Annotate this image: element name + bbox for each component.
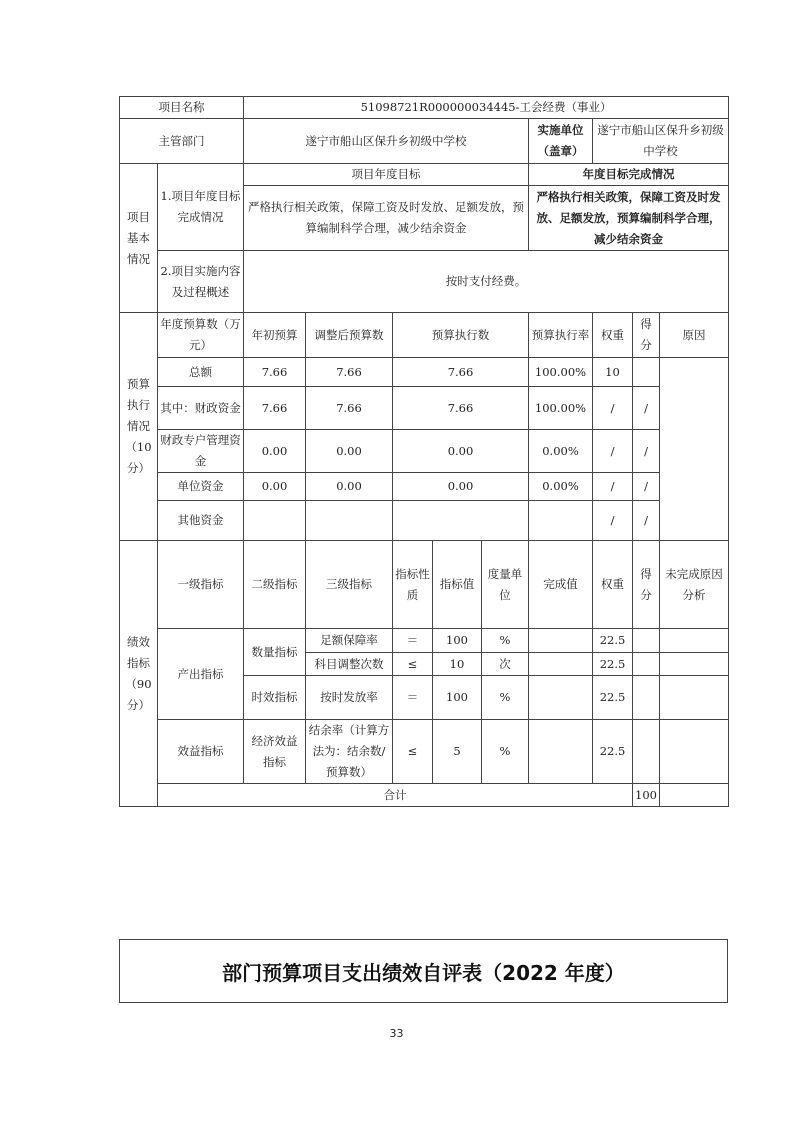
perf-reason bbox=[660, 629, 729, 653]
budget-reason-cell bbox=[660, 358, 729, 541]
budget-row-rate bbox=[529, 501, 593, 541]
budget-row bbox=[120, 501, 729, 541]
perf-unit: % bbox=[482, 720, 529, 784]
budget-row-executed: 7.66 bbox=[393, 387, 529, 430]
budget-header-initial: 年初预算 bbox=[244, 313, 306, 358]
budget-header-row bbox=[120, 313, 729, 358]
budget-row-executed: 7.66 bbox=[393, 358, 529, 387]
budget-row-name: 其中：财政资金 bbox=[158, 387, 244, 430]
budget-row-rate: 0.00% bbox=[529, 430, 593, 473]
budget-row-initial: 0.00 bbox=[244, 430, 306, 473]
department-row bbox=[120, 119, 729, 164]
budget-row-executed bbox=[393, 501, 529, 541]
performance-row bbox=[120, 720, 729, 784]
budget-row-initial: 0.00 bbox=[244, 473, 306, 501]
budget-header-score: 得分 bbox=[633, 313, 660, 358]
budget-row bbox=[120, 473, 729, 501]
budget-header-weight: 权重 bbox=[593, 313, 633, 358]
budget-header-executed: 预算执行数 bbox=[393, 313, 529, 358]
budget-row-adjusted: 7.66 bbox=[306, 358, 393, 387]
budget-row bbox=[120, 387, 729, 430]
page-number: 33 bbox=[389, 1027, 404, 1040]
budget-header-annual: 年度预算数（万元） bbox=[158, 313, 244, 358]
process-text: 按时支付经费。 bbox=[244, 251, 729, 313]
budget-row-rate: 100.00% bbox=[529, 387, 593, 430]
perf-level3: 科目调整次数 bbox=[306, 653, 393, 676]
budget-row-score: / bbox=[633, 430, 660, 473]
perf-level1-benefit: 效益指标 bbox=[158, 720, 244, 784]
perf-level3: 按时发放率 bbox=[306, 676, 393, 720]
budget-row-name: 单位资金 bbox=[158, 473, 244, 501]
perf-nature: ≤ bbox=[393, 653, 433, 676]
budget-section-label: 预算执行情况（10分） bbox=[120, 313, 158, 541]
perf-nature: ＝ bbox=[393, 629, 433, 653]
budget-row-executed: 0.00 bbox=[393, 430, 529, 473]
perf-weight: 22.5 bbox=[593, 653, 633, 676]
process-row bbox=[120, 251, 729, 313]
budget-header-rate: 预算执行率 bbox=[529, 313, 593, 358]
perf-header-level2: 二级指标 bbox=[244, 541, 306, 629]
perf-header-nature: 指标性质 bbox=[393, 541, 433, 629]
completion-text: 严格执行相关政策，保障工资及时发放、足额发放，预算编制科学合理，减少结余资金 bbox=[529, 186, 729, 251]
budget-row-adjusted: 0.00 bbox=[306, 430, 393, 473]
perf-reason bbox=[660, 720, 729, 784]
budget-row-name: 总额 bbox=[158, 358, 244, 387]
perf-header-reason: 未完成原因分析 bbox=[660, 541, 729, 629]
budget-row-adjusted: 0.00 bbox=[306, 473, 393, 501]
budget-row-executed: 0.00 bbox=[393, 473, 529, 501]
completion-column-header: 年度目标完成情况 bbox=[529, 164, 729, 186]
perf-score bbox=[633, 676, 660, 720]
perf-unit: % bbox=[482, 629, 529, 653]
perf-unit: % bbox=[482, 676, 529, 720]
perf-level1-output: 产出指标 bbox=[158, 629, 244, 720]
department-label: 主管部门 bbox=[120, 119, 244, 164]
performance-evaluation-table bbox=[119, 96, 729, 807]
budget-row-name: 其他资金 bbox=[158, 501, 244, 541]
perf-reason bbox=[660, 653, 729, 676]
budget-row-score: / bbox=[633, 501, 660, 541]
total-score bbox=[660, 784, 729, 807]
implementing-unit-value: 遂宁市船山区保升乡初级中学校 bbox=[593, 119, 729, 164]
performance-row bbox=[120, 629, 729, 653]
budget-row-adjusted: 7.66 bbox=[306, 387, 393, 430]
budget-row-weight: / bbox=[593, 473, 633, 501]
budget-row-score: / bbox=[633, 387, 660, 430]
process-label: 2.项目实施内容及过程概述 bbox=[158, 251, 244, 313]
goal-column-header: 项目年度目标 bbox=[244, 164, 529, 186]
next-table-title-box bbox=[119, 939, 728, 1003]
budget-row-initial: 7.66 bbox=[244, 358, 306, 387]
goal-label: 1.项目年度目标完成情况 bbox=[158, 164, 244, 251]
perf-header-weight: 权重 bbox=[593, 541, 633, 629]
perf-completed bbox=[529, 720, 593, 784]
perf-unit: 次 bbox=[482, 653, 529, 676]
budget-row-adjusted bbox=[306, 501, 393, 541]
budget-row-name: 财政专户管理资金 bbox=[158, 430, 244, 473]
budget-row-initial: 7.66 bbox=[244, 387, 306, 430]
implementing-unit-label: 实施单位（盖章） bbox=[529, 119, 593, 164]
budget-row-rate: 0.00% bbox=[529, 473, 593, 501]
budget-row bbox=[120, 430, 729, 473]
department-value: 遂宁市船山区保升乡初级中学校 bbox=[244, 119, 529, 164]
budget-row-score: / bbox=[633, 473, 660, 501]
budget-header-adjusted: 调整后预算数 bbox=[306, 313, 393, 358]
budget-header-reason: 原因 bbox=[660, 313, 729, 358]
budget-row-weight: / bbox=[593, 430, 633, 473]
perf-level2-timeliness: 时效指标 bbox=[244, 676, 306, 720]
perf-value: 100 bbox=[433, 676, 482, 720]
perf-nature: ＝ bbox=[393, 676, 433, 720]
goal-header-row bbox=[120, 164, 729, 186]
basic-info-section-label: 项目基本情况 bbox=[120, 164, 158, 313]
budget-row-initial bbox=[244, 501, 306, 541]
budget-row-score bbox=[633, 358, 660, 387]
next-table-title: 部门预算项目支出绩效自评表（2022 年度） bbox=[222, 960, 625, 985]
perf-header-unit: 度量单位 bbox=[482, 541, 529, 629]
perf-level2-quantity: 数量指标 bbox=[244, 629, 306, 676]
perf-header-completed: 完成值 bbox=[529, 541, 593, 629]
perf-header-value: 指标值 bbox=[433, 541, 482, 629]
performance-section-label: 绩效指标（90分） bbox=[120, 541, 158, 807]
perf-level3: 足额保障率 bbox=[306, 629, 393, 653]
perf-nature: ≤ bbox=[393, 720, 433, 784]
project-name-value: 51098721R000000034445-工会经费（事业） bbox=[244, 97, 729, 119]
goal-text: 严格执行相关政策，保障工资及时发放、足额发放，预算编制科学合理，减少结余资金 bbox=[244, 186, 529, 251]
perf-completed bbox=[529, 629, 593, 653]
perf-level2-economic: 经济效益指标 bbox=[244, 720, 306, 784]
perf-header-level3: 三级指标 bbox=[306, 541, 393, 629]
perf-level3: 结余率（计算方法为：结余数/预算数） bbox=[306, 720, 393, 784]
perf-score bbox=[633, 629, 660, 653]
performance-header-row bbox=[120, 541, 729, 629]
perf-value: 10 bbox=[433, 653, 482, 676]
perf-completed bbox=[529, 676, 593, 720]
total-weight: 100 bbox=[633, 784, 660, 807]
budget-row-rate: 100.00% bbox=[529, 358, 593, 387]
perf-weight: 22.5 bbox=[593, 629, 633, 653]
perf-score bbox=[633, 720, 660, 784]
project-name-label: 项目名称 bbox=[120, 97, 244, 119]
project-name-row bbox=[120, 97, 729, 119]
perf-header-score: 得分 bbox=[633, 541, 660, 629]
perf-header-level1: 一级指标 bbox=[158, 541, 244, 629]
perf-score bbox=[633, 653, 660, 676]
perf-weight: 22.5 bbox=[593, 676, 633, 720]
total-label: 合计 bbox=[158, 784, 633, 807]
budget-row bbox=[120, 358, 729, 387]
perf-value: 100 bbox=[433, 629, 482, 653]
budget-row-weight: / bbox=[593, 501, 633, 541]
perf-value: 5 bbox=[433, 720, 482, 784]
total-row bbox=[120, 784, 729, 807]
perf-completed bbox=[529, 653, 593, 676]
perf-reason bbox=[660, 676, 729, 720]
perf-weight: 22.5 bbox=[593, 720, 633, 784]
budget-row-weight: / bbox=[593, 387, 633, 430]
budget-row-weight: 10 bbox=[593, 358, 633, 387]
